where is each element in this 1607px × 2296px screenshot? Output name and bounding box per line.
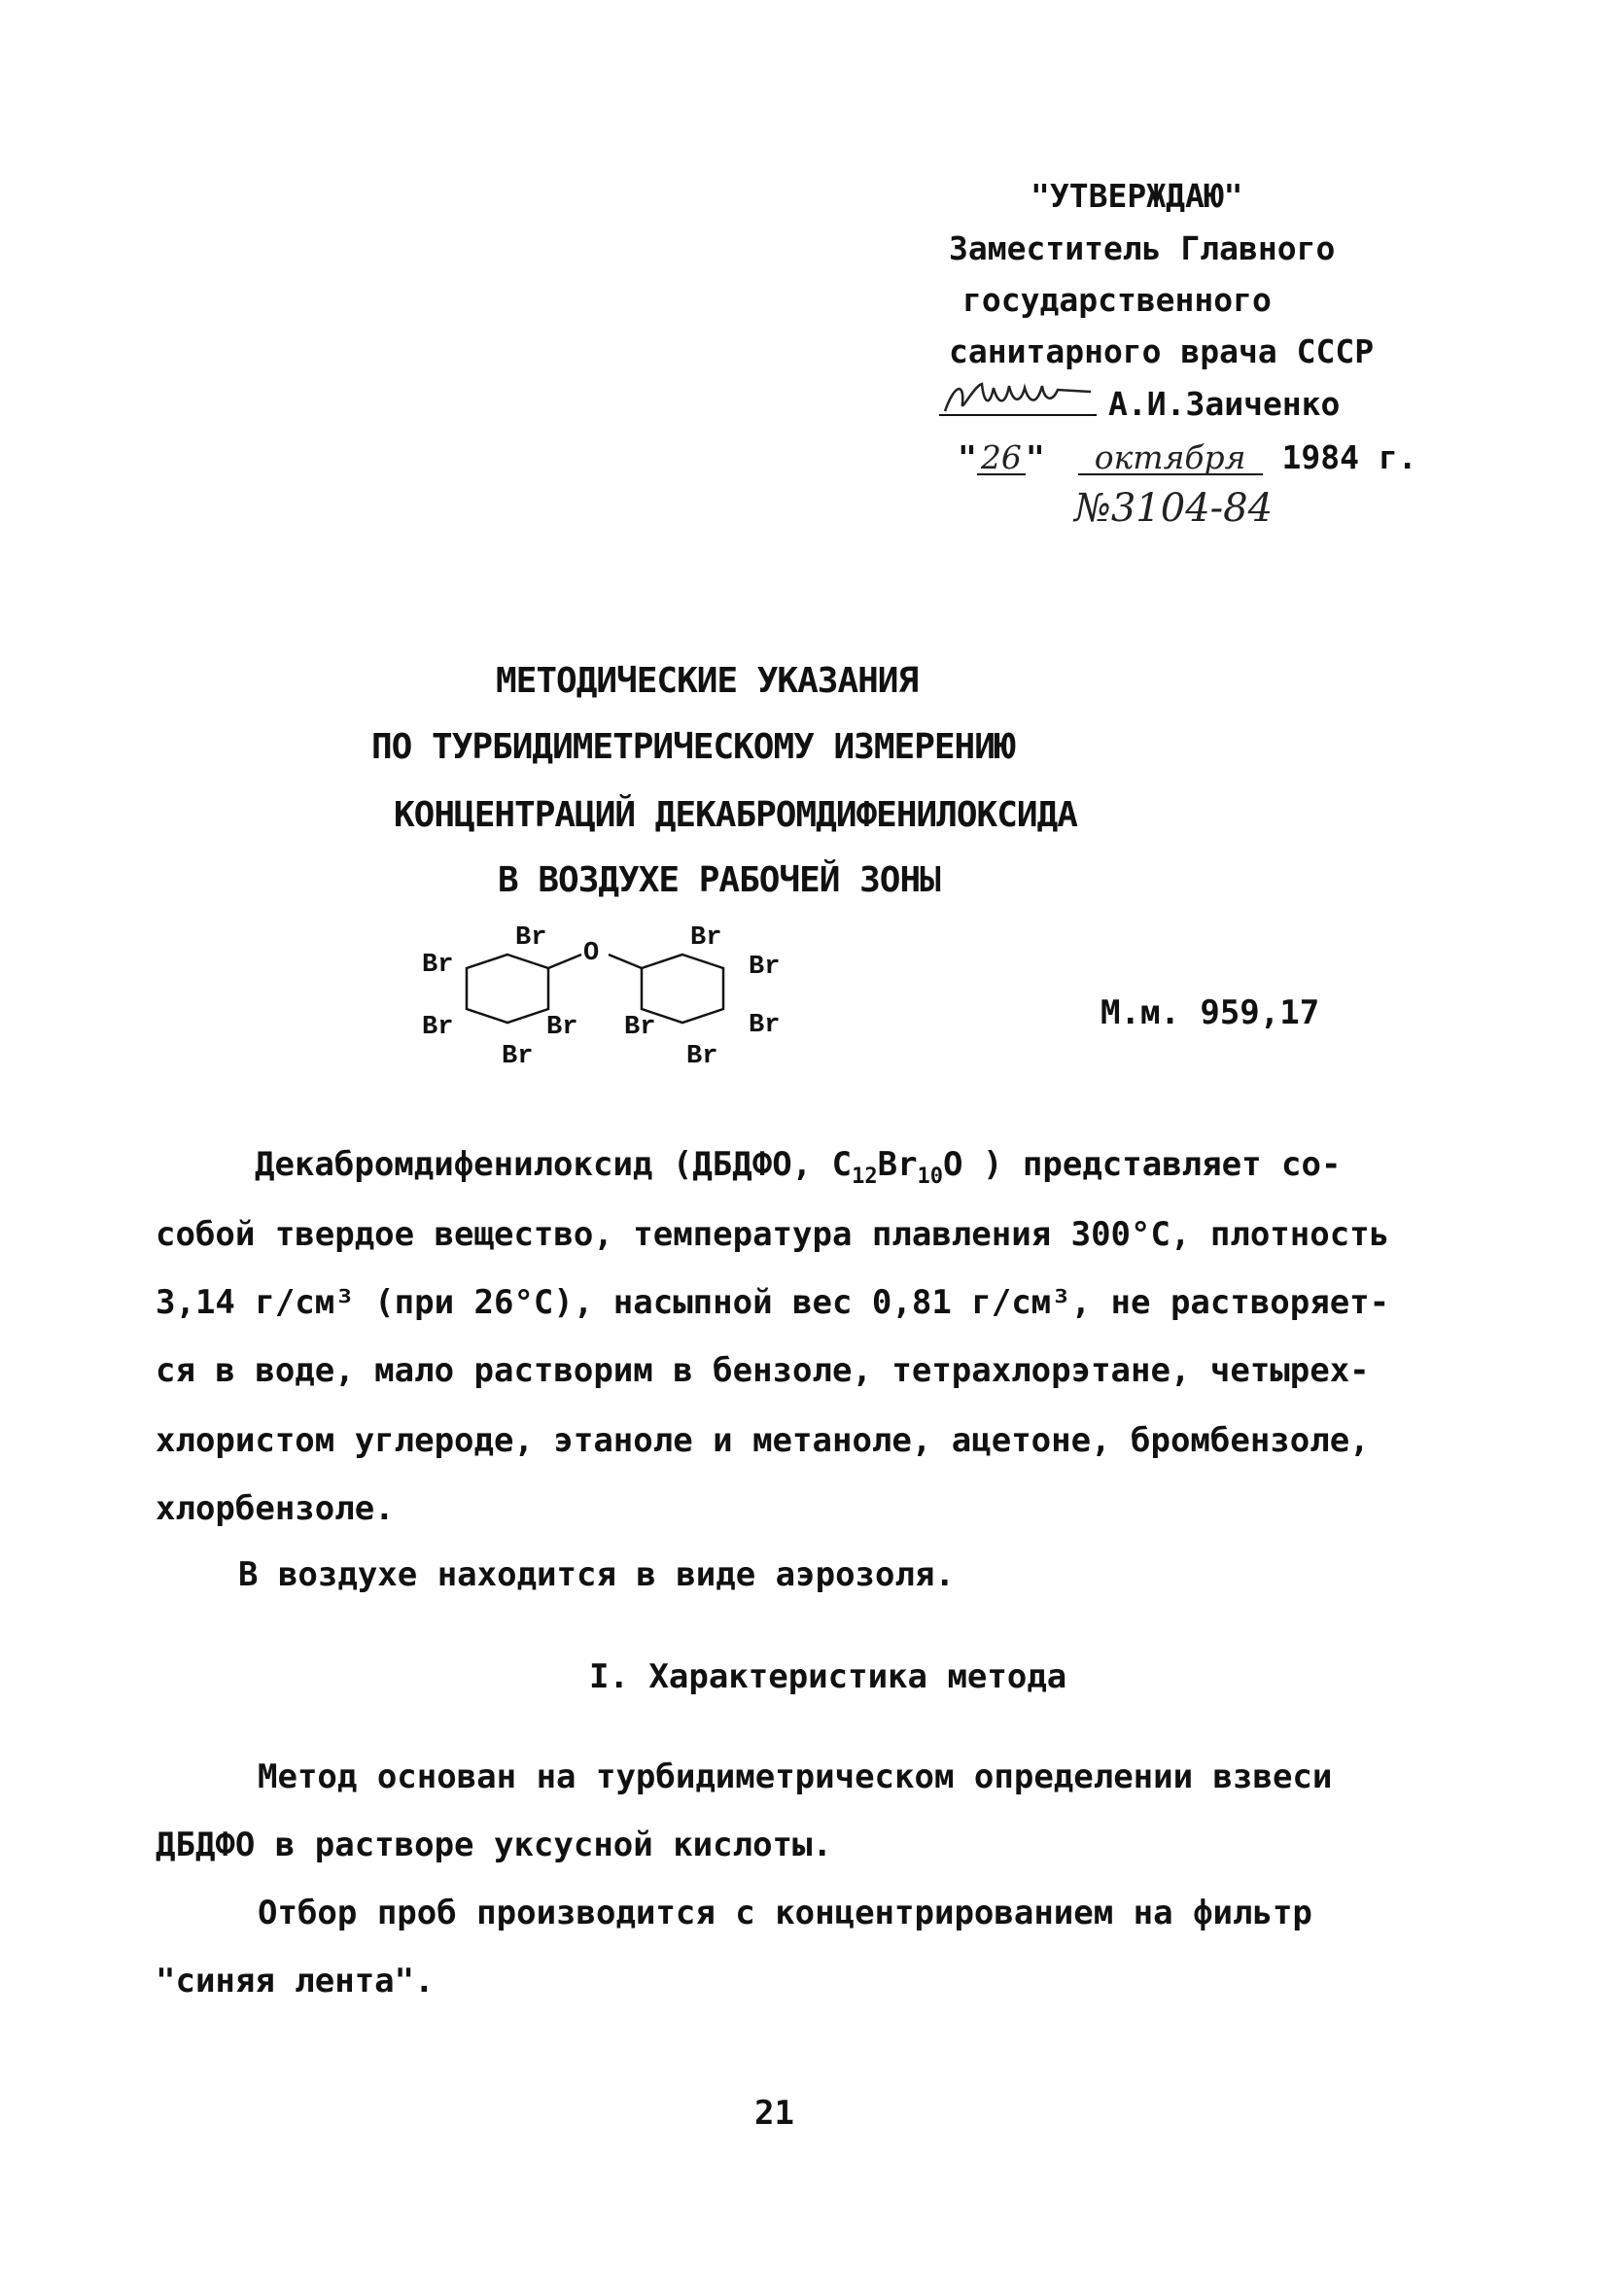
title-line-2: ПО ТУРБИДИМЕТРИЧЕСКОМУ ИЗМЕРЕНИЮ <box>371 727 1015 767</box>
paragraph-3-line-2: ДБДФО в растворе уксусной кислоты. <box>156 1826 832 1864</box>
title-line-4: В ВОЗДУХЕ РАБОЧЕЙ ЗОНЫ <box>498 860 940 900</box>
page-number: 21 <box>754 2094 794 2133</box>
br-label: Br <box>546 1013 578 1042</box>
formula-br: Br <box>877 1145 918 1184</box>
approval-date: " 26 " октября 1984 г. <box>958 438 1417 476</box>
p1-text-end: O ) представляет со- <box>943 1145 1342 1184</box>
paragraph-1-line-5: хлористом углероде, этаноле и метаноле, ацетоне, бромбензоле, <box>156 1421 1370 1460</box>
approval-line-1: Заместитель Главного <box>949 229 1336 267</box>
section-heading: I. Характеристика метода <box>589 1657 1067 1696</box>
date-year: 1984 г. <box>1281 438 1417 476</box>
date-day: 26 <box>977 441 1026 475</box>
paragraph-2: В воздухе находится в виде аэрозоля. <box>238 1555 955 1594</box>
br-label: Br <box>690 923 722 953</box>
handwritten-signature <box>935 374 1100 419</box>
paragraph-1-line-4: ся в воде, мало растворим в бензоле, тетрахлорэтане, четырех- <box>156 1351 1370 1390</box>
formula-sub-12: 12 <box>852 1164 878 1189</box>
br-label: Br <box>422 951 454 980</box>
formula-sub-10: 10 <box>917 1164 944 1189</box>
br-label: Br <box>515 923 547 953</box>
paragraph-1-line-1 <box>255 1145 1341 1189</box>
br-label: Br <box>749 953 781 982</box>
br-label: Br <box>686 1042 718 1071</box>
p1-text-start: Декабромдифенилоксид (ДБДФО, C <box>255 1145 853 1184</box>
br-label: Br <box>422 1013 454 1042</box>
br-label: Br <box>624 1013 656 1042</box>
structure-bonds <box>418 923 807 1079</box>
paragraph-1-line-6: хлорбензоле. <box>156 1489 395 1528</box>
approval-stamp: "УТВЕРЖДАЮ" <box>1031 177 1243 215</box>
title-line-1: МЕТОДИЧЕСКИЕ УКАЗАНИЯ <box>496 661 919 701</box>
br-label: Br <box>749 1011 781 1040</box>
date-month: октября <box>1078 441 1263 475</box>
paragraph-3-line-1: Метод основан на турбидиметрическом определении взвеси <box>258 1757 1333 1796</box>
paragraph-1-line-2: собой твердое вещество, температура плавления 300°C, плотность <box>156 1215 1390 1254</box>
approval-line-3: санитарного врача СССР <box>949 332 1375 370</box>
structural-formula <box>418 923 807 1079</box>
br-label: Br <box>502 1042 534 1071</box>
title-line-3: КОНЦЕНТРАЦИЙ ДЕКАБРОМДИФЕНИЛОКСИДА <box>394 795 1077 835</box>
molecular-mass: М.м. 959,17 <box>1100 993 1320 1032</box>
approval-line-2: государственного <box>962 281 1272 319</box>
paragraph-4-line-2: "синяя лента". <box>156 1962 435 2000</box>
oxygen-label: O <box>583 939 600 968</box>
paragraph-4-line-1: Отбор проб производится с концентрированием на фильтр <box>258 1894 1312 1932</box>
approval-signatory: А.И.Заиченко <box>1108 385 1341 423</box>
approval-number: №3104-84 <box>1074 486 1274 531</box>
paragraph-1-line-3: 3,14 г/см³ (при 26°C), насыпной вес 0,81 г/см³, не растворяет- <box>156 1283 1390 1322</box>
